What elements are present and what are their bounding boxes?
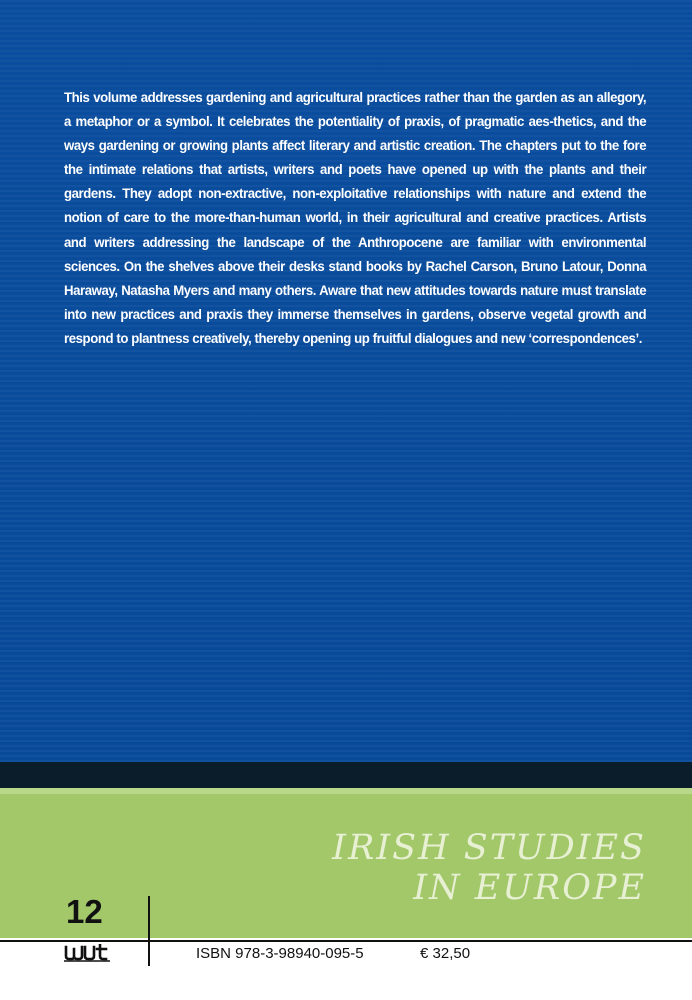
volume-number: 12: [66, 893, 103, 930]
wvt-publisher-logo-icon: [64, 944, 112, 962]
price: € 32,50: [420, 945, 471, 962]
vertical-divider: [148, 896, 150, 966]
light-green-stripe: [0, 788, 692, 794]
dark-divider-band: [0, 762, 692, 788]
isbn-number: ISBN 978-3-98940-095-5: [196, 945, 364, 962]
series-title-line-2: IN EUROPE: [413, 868, 646, 908]
bottom-margin: [0, 966, 692, 1000]
series-title: [332, 828, 646, 908]
series-title-line-1: IRISH STUDIES: [332, 828, 646, 868]
blurb-text: This volume addresses gardening and agricultural practices rather than the garden as an allegory, a metaphor or a symbol. It celebrates the potentiality of praxis, of pragmatic aes-thetics, and the ways gardening or growing plants affect literary and artistic creation. The chapters put to the fore the intimate relations that artists, writers and poets have opened up with the plants and their gardens. They adopt non-extractive, non-exploitative relationships with nature and extend the notion of care to the more-than-human world, in their agricultural and creative practices. Artists and writers addressing the landscape of the Anthropocene are familiar with environmental sciences. On the shelves above their desks stand books by Rachel Carson, Bruno Latour, Donna Haraway, Natasha Myers and many others. Aware that new attitudes towards nature must translate into new practices and praxis they immerse themselves in gardens, observe vegetal growth and respond to plantness creatively, thereby opening up fruitful dialogues and new ‘correspondences’.: [64, 90, 647, 347]
strip-top-rule: [0, 940, 692, 942]
